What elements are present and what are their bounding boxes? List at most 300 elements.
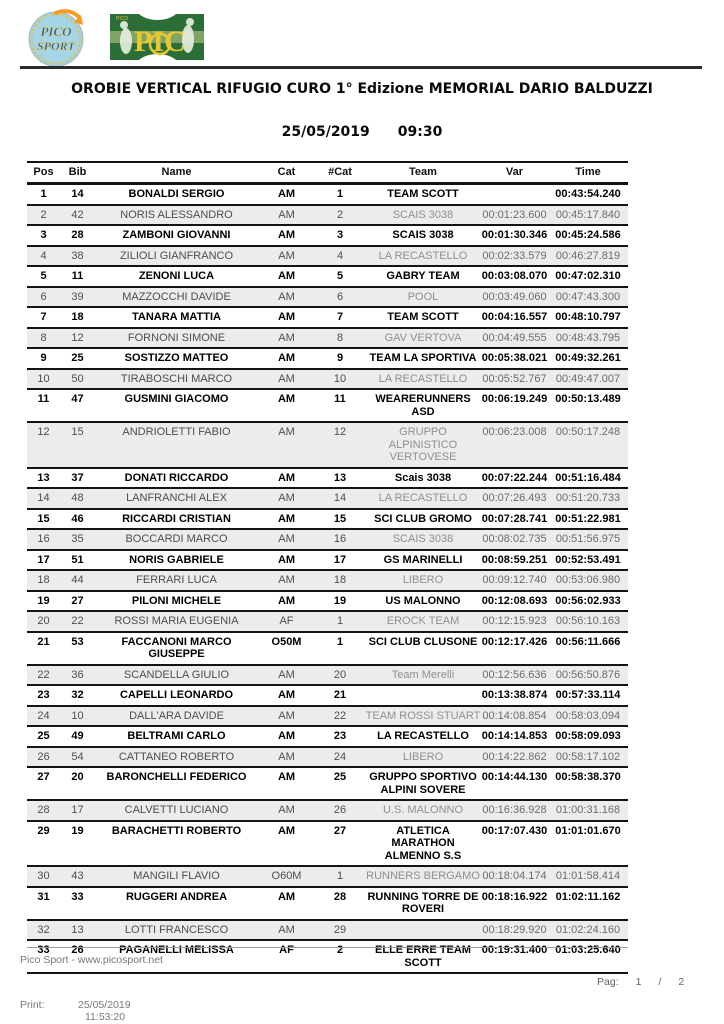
cell-cat-pos: 19 [315,591,365,612]
print-datetime [78,999,131,1023]
cell-team: GRUPPO SPORTIVO ALPINI SOVERE [365,767,481,800]
cell-pos: 18 [27,570,60,591]
cell-name: CAPELLI LEONARDO [95,685,258,706]
cell-cat: O60M [258,866,315,887]
cell-time: 01:01:01.670 [548,821,628,867]
table-row [27,389,628,422]
cell-pos: 19 [27,591,60,612]
cell-cat: AM [258,468,315,489]
table-row [27,570,628,591]
cell-bib: 13 [60,920,95,941]
cell-time: 00:49:47.007 [548,369,628,390]
cell-time: 00:50:13.489 [548,389,628,422]
logo-small-text: PICO [116,16,129,22]
table-row [27,422,628,468]
cell-bib: 15 [60,422,95,468]
column-header-pos: Pos [27,162,60,184]
cell-team: RUNNING TORRE DE ROVERI [365,887,481,920]
cell-cat-pos: 26 [315,800,365,821]
cell-pos: 12 [27,422,60,468]
cell-var: 00:08:59.251 [481,550,548,571]
cell-var: 00:14:14.853 [481,726,548,747]
cell-cat-pos: 21 [315,685,365,706]
cell-name: BOCCARDI MARCO [95,529,258,550]
cell-cat: AM [258,887,315,920]
cell-pos: 29 [27,821,60,867]
table-row [27,685,628,706]
page-separator: / [658,976,662,988]
cell-cat: AM [258,266,315,287]
cell-pos: 6 [27,287,60,308]
cell-var: 00:07:26.493 [481,488,548,509]
cell-cat: AM [258,307,315,328]
cell-cat-pos: 8 [315,328,365,349]
table-row [27,468,628,489]
table-row [27,328,628,349]
cell-time: 00:58:09.093 [548,726,628,747]
cell-cat-pos: 25 [315,767,365,800]
cell-team: SCI CLUB CLUSONE [365,632,481,665]
cell-bib: 32 [60,685,95,706]
cell-var: 00:14:44.130 [481,767,548,800]
cell-time: 00:51:56.975 [548,529,628,550]
cell-cat: AM [258,920,315,941]
cell-bib: 25 [60,348,95,369]
cell-bib: 27 [60,591,95,612]
cell-var: 00:08:02.735 [481,529,548,550]
cell-pos: 20 [27,611,60,632]
cell-cat-pos: 1 [315,866,365,887]
cell-var: 00:18:04.174 [481,866,548,887]
cell-name: SOSTIZZO MATTEO [95,348,258,369]
cell-time: 01:03:25.640 [548,940,628,973]
cell-cat-pos: 17 [315,550,365,571]
page-current: 1 [635,976,642,988]
cell-time: 00:47:02.310 [548,266,628,287]
cell-bib: 18 [60,307,95,328]
cell-time: 00:51:16.484 [548,468,628,489]
cell-name: ANDRIOLETTI FABIO [95,422,258,468]
cell-time: 00:51:22.981 [548,509,628,530]
cell-var: 00:16:36.928 [481,800,548,821]
cell-cat-pos: 6 [315,287,365,308]
table-row [27,246,628,267]
cell-cat-pos: 2 [315,940,365,973]
cell-cat-pos: 15 [315,509,365,530]
cell-time: 00:45:17.840 [548,205,628,226]
cell-cat-pos: 14 [315,488,365,509]
cell-bib: 36 [60,665,95,686]
cell-time: 00:47:43.300 [548,287,628,308]
print-label: Print: [20,999,45,1011]
cell-time: 00:51:20.733 [548,488,628,509]
cell-name: PAGANELLI MELISSA [95,940,258,973]
pico-green-logo [108,11,206,63]
cell-pos: 21 [27,632,60,665]
cell-cat-pos: 22 [315,706,365,727]
cell-cat-pos: 7 [315,307,365,328]
column-header-num-cat: #Cat [315,162,365,184]
table-row [27,369,628,390]
cell-name: LANFRANCHI ALEX [95,488,258,509]
cell-team: ATLETICA MARATHON ALMENNO S.S [365,821,481,867]
pico-sport-circle-logo [26,6,90,68]
cell-cat-pos: 27 [315,821,365,867]
cell-name: CALVETTI LUCIANO [95,800,258,821]
cell-time: 00:58:38.370 [548,767,628,800]
cell-name: NORIS GABRIELE [95,550,258,571]
cell-team: Scais 3038 [365,468,481,489]
cell-var: 00:13:38.874 [481,685,548,706]
cell-team: LA RECASTELLO [365,488,481,509]
cell-team: U.S. MALONNO [365,800,481,821]
cell-name: LOTTI FRANCESCO [95,920,258,941]
cell-team: LA RECASTELLO [365,726,481,747]
cell-pos: 13 [27,468,60,489]
cell-cat: AM [258,747,315,768]
column-header-name: Name [95,162,258,184]
cell-var: 00:07:22.244 [481,468,548,489]
cell-pos: 14 [27,488,60,509]
cell-cat: AM [258,767,315,800]
cell-team: Team Merelli [365,665,481,686]
cell-name: SCANDELLA GIULIO [95,665,258,686]
cell-pos: 31 [27,887,60,920]
cell-cat: AM [258,800,315,821]
cell-time: 01:00:31.168 [548,800,628,821]
cell-cat-pos: 10 [315,369,365,390]
cell-cat: O50M [258,632,315,665]
cell-time: 00:52:53.491 [548,550,628,571]
page-total: 2 [678,976,685,988]
cell-var: 00:09:12.740 [481,570,548,591]
cell-team: LIBERO [365,747,481,768]
cell-var: 00:18:16.922 [481,887,548,920]
cell-time: 00:58:17.102 [548,747,628,768]
cell-pos: 23 [27,685,60,706]
table-row [27,632,628,665]
cell-pos: 22 [27,665,60,686]
event-datetime [62,124,662,140]
cell-time: 00:57:33.114 [548,685,628,706]
cell-name: TIRABOSCHI MARCO [95,369,258,390]
cell-cat: AM [258,570,315,591]
cell-name: BONALDI SERGIO [95,184,258,205]
cell-cat-pos: 20 [315,665,365,686]
cell-bib: 43 [60,866,95,887]
cell-var: 00:18:29.920 [481,920,548,941]
cell-name: ZAMBONI GIOVANNI [95,225,258,246]
cell-team: TEAM SCOTT [365,307,481,328]
cell-time: 01:02:11.162 [548,887,628,920]
cell-bib: 38 [60,246,95,267]
table-row [27,821,628,867]
cell-bib: 28 [60,225,95,246]
cell-pos: 16 [27,529,60,550]
cell-team [365,685,481,706]
cell-pos: 5 [27,266,60,287]
column-header-bib: Bib [60,162,95,184]
cell-cat: AM [258,328,315,349]
cell-bib: 39 [60,287,95,308]
table-row [27,920,628,941]
cell-bib: 22 [60,611,95,632]
cell-var: 00:06:19.249 [481,389,548,422]
logo-text-sport: SPORT [36,39,76,53]
cell-cat-pos: 9 [315,348,365,369]
cell-var: 00:17:07.430 [481,821,548,867]
table-row [27,307,628,328]
cell-name: DALL'ARA DAVIDE [95,706,258,727]
column-header-team: Team [365,162,481,184]
cell-time: 00:45:24.586 [548,225,628,246]
cell-name: MAZZOCCHI DAVIDE [95,287,258,308]
cell-cat: AM [258,205,315,226]
cell-team: GRUPPO ALPINISTICO VERTOVESE [365,422,481,468]
cell-cat-pos: 18 [315,570,365,591]
cell-time: 00:56:11.666 [548,632,628,665]
table-row [27,488,628,509]
cell-cat-pos: 11 [315,389,365,422]
cell-name: TANARA MATTIA [95,307,258,328]
cell-team: TEAM LA SPORTIVA [365,348,481,369]
table-row [27,509,628,530]
table-row [27,611,628,632]
cell-time: 01:01:58.414 [548,866,628,887]
table-header-row [27,162,628,184]
cell-team: GABRY TEAM [365,266,481,287]
cell-bib: 47 [60,389,95,422]
cell-bib: 10 [60,706,95,727]
cell-team: SCAIS 3038 [365,225,481,246]
cell-pos: 10 [27,369,60,390]
cell-bib: 53 [60,632,95,665]
cell-cat: AM [258,422,315,468]
cell-team: SCI CLUB GROMO [365,509,481,530]
cell-pos: 11 [27,389,60,422]
cell-team: LA RECASTELLO [365,369,481,390]
logo-text-pico-green: PIC [134,25,186,58]
cell-pos: 9 [27,348,60,369]
cell-var: 00:02:33.579 [481,246,548,267]
cell-bib: 12 [60,328,95,349]
cell-time: 00:50:17.248 [548,422,628,468]
cell-var: 00:07:28.741 [481,509,548,530]
print-date: 25/05/2019 [78,999,131,1011]
cell-time: 00:53:06.980 [548,570,628,591]
cell-name: FACCANONI MARCO GIUSEPPE [95,632,258,665]
cell-var [481,184,548,205]
cell-var: 00:01:23.600 [481,205,548,226]
table-row [27,529,628,550]
cell-cat-pos: 16 [315,529,365,550]
table-row [27,767,628,800]
cell-name: MANGILI FLAVIO [95,866,258,887]
cell-bib: 50 [60,369,95,390]
table-row [27,266,628,287]
results-table-body [27,184,628,974]
cell-time: 00:58:03.094 [548,706,628,727]
cell-pos: 32 [27,920,60,941]
cell-cat-pos: 1 [315,632,365,665]
table-row [27,205,628,226]
table-row [27,287,628,308]
cell-team: US MALONNO [365,591,481,612]
cell-pos: 30 [27,866,60,887]
cell-pos: 15 [27,509,60,530]
cell-cat: AM [258,488,315,509]
cell-pos: 3 [27,225,60,246]
cell-bib: 49 [60,726,95,747]
cell-cat-pos: 28 [315,887,365,920]
cell-var: 00:12:15.923 [481,611,548,632]
cell-cat: AM [258,389,315,422]
cell-bib: 17 [60,800,95,821]
table-row [27,706,628,727]
pico-green-logo-graphic [108,11,206,63]
cell-time: 00:49:32.261 [548,348,628,369]
cell-var: 00:12:17.426 [481,632,548,665]
cell-team [365,920,481,941]
footer-divider [27,947,628,948]
cell-team: LIBERO [365,570,481,591]
cell-cat: AM [258,706,315,727]
event-time: 09:30 [397,124,443,140]
cell-var: 00:12:56.636 [481,665,548,686]
cell-name: NORIS ALESSANDRO [95,205,258,226]
cell-var: 00:14:08.854 [481,706,548,727]
cell-cat-pos: 29 [315,920,365,941]
cell-bib: 11 [60,266,95,287]
cell-name: ROSSI MARIA EUGENIA [95,611,258,632]
cell-bib: 51 [60,550,95,571]
cell-team: SCAIS 3038 [365,205,481,226]
table-row [27,726,628,747]
cell-cat: AM [258,550,315,571]
logo-text-pico: PICO [40,24,72,39]
cell-team: GS MARINELLI [365,550,481,571]
pico-sport-logo-graphic [26,6,90,68]
cell-time: 00:56:10.163 [548,611,628,632]
cell-bib: 26 [60,940,95,973]
cell-pos: 24 [27,706,60,727]
results-table [27,161,628,974]
cell-var: 00:14:22.862 [481,747,548,768]
table-row [27,225,628,246]
table-row [27,348,628,369]
column-header-time: Time [548,162,628,184]
cell-team: ELLE ERRE TEAM SCOTT [365,940,481,973]
cell-bib: 14 [60,184,95,205]
event-date: 25/05/2019 [281,124,370,140]
cell-team: POOL [365,287,481,308]
cell-var: 00:06:23.008 [481,422,548,468]
cell-cat: AF [258,940,315,973]
table-row [27,747,628,768]
cell-name: PILONI MICHELE [95,591,258,612]
cell-cat: AM [258,369,315,390]
cell-cat: AM [258,348,315,369]
cell-name: BARACHETTI ROBERTO [95,821,258,867]
column-header-cat: Cat [258,162,315,184]
cell-bib: 54 [60,747,95,768]
cell-time: 00:48:10.797 [548,307,628,328]
cell-var: 00:04:16.557 [481,307,548,328]
cell-bib: 44 [60,570,95,591]
cell-var: 00:19:31.400 [481,940,548,973]
cell-pos: 7 [27,307,60,328]
table-row [27,591,628,612]
cell-name: GUSMINI GIACOMO [95,389,258,422]
cell-cat: AM [258,726,315,747]
cell-time: 00:56:02.933 [548,591,628,612]
cell-cat-pos: 2 [315,205,365,226]
cell-pos: 1 [27,184,60,205]
cell-pos: 2 [27,205,60,226]
cell-name: DONATI RICCARDO [95,468,258,489]
cell-pos: 8 [27,328,60,349]
cell-cat-pos: 1 [315,184,365,205]
column-header-var: Var [481,162,548,184]
cell-var: 00:04:49.555 [481,328,548,349]
cell-team: GAV VERTOVA [365,328,481,349]
cell-var: 00:05:52.767 [481,369,548,390]
cell-name: FERRARI LUCA [95,570,258,591]
cell-cat: AM [258,246,315,267]
cell-team: TEAM ROSSI STUART [365,706,481,727]
cell-time: 00:48:43.795 [548,328,628,349]
table-row [27,800,628,821]
cell-cat: AF [258,611,315,632]
cell-cat: AM [258,665,315,686]
cell-bib: 19 [60,821,95,867]
cell-cat: AM [258,509,315,530]
cell-var: 00:05:38.021 [481,348,548,369]
cell-pos: 33 [27,940,60,973]
cell-name: RUGGERI ANDREA [95,887,258,920]
footer-brand: Pico Sport - www.picosport.net [20,954,163,966]
cell-pos: 25 [27,726,60,747]
cell-bib: 20 [60,767,95,800]
cell-cat: AM [258,184,315,205]
cell-bib: 42 [60,205,95,226]
cell-pos: 28 [27,800,60,821]
cell-cat-pos: 5 [315,266,365,287]
header-divider [20,66,702,69]
cell-cat-pos: 12 [315,422,365,468]
cell-time: 00:56:50.876 [548,665,628,686]
cell-name: FORNONI SIMONE [95,328,258,349]
cell-name: RICCARDI CRISTIAN [95,509,258,530]
cell-name: ZENONI LUCA [95,266,258,287]
cell-cat: AM [258,287,315,308]
cell-name: CATTANEO ROBERTO [95,747,258,768]
cell-cat: AM [258,529,315,550]
print-time: 11:53:20 [85,1011,126,1023]
cell-name: BELTRAMI CARLO [95,726,258,747]
cell-bib: 48 [60,488,95,509]
cell-team: RUNNERS BERGAMO [365,866,481,887]
cell-cat-pos: 3 [315,225,365,246]
table-row [27,887,628,920]
cell-cat-pos: 23 [315,726,365,747]
cell-cat-pos: 1 [315,611,365,632]
page-title: OROBIE VERTICAL RIFUGIO CURO 1° Edizione MEMORIAL DARIO BALDUZZI [71,81,653,97]
cell-var: 00:03:08.070 [481,266,548,287]
cell-team: SCAIS 3038 [365,529,481,550]
cell-cat-pos: 24 [315,747,365,768]
cell-bib: 37 [60,468,95,489]
